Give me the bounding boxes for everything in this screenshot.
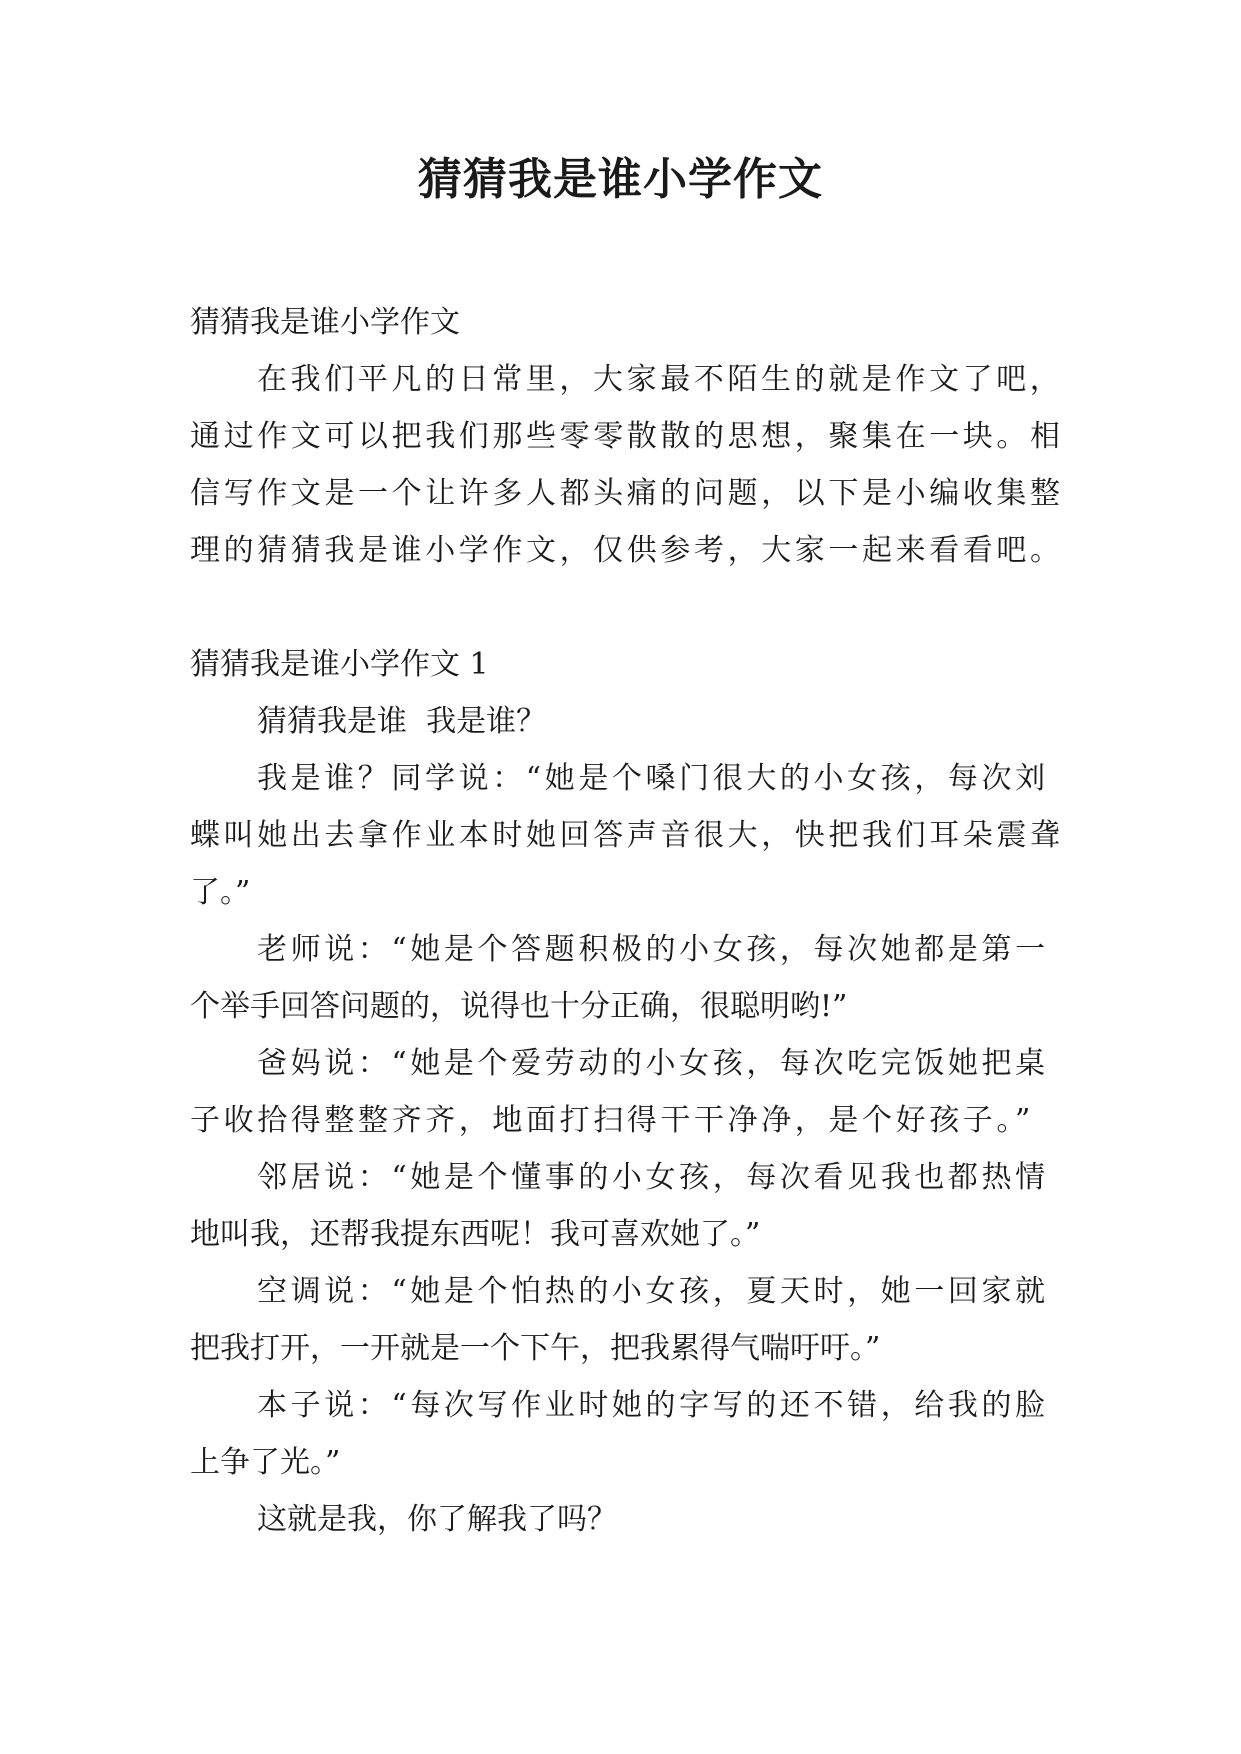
intro-heading: 猜猜我是谁小学作文: [190, 305, 460, 340]
essay1-line: 个举手回答问题的，说得也十分正确，很聪明哟!”: [190, 989, 848, 1024]
essay1-line: 蝶叫她出去拿作业本时她回答声音很大，快把我们耳朵震聋: [190, 818, 1064, 853]
paragraph-gap: [190, 579, 1080, 636]
document-body: [190, 294, 1080, 1548]
essay1-line: 邻居说：“她是个懂事的小女孩，每次看见我也都热情: [257, 1160, 1049, 1195]
essay1-line: 我是谁？同学说：“她是个嗓门很大的小女孩，每次刘: [257, 761, 1049, 796]
essay1-line: 地叫我，还帮我提东西呢！我可喜欢她了。”: [190, 1217, 761, 1252]
essay1-heading: 猜猜我是谁小学作文 1: [190, 647, 489, 682]
essay1-line: 爸妈说：“她是个爱劳动的小女孩，每次吃完饭她把桌: [257, 1046, 1049, 1081]
intro-line: 通过作文可以把我们那些零零散散的思想，聚集在一块。相: [190, 419, 1064, 454]
essay1-line: 猜猜我是谁 我是谁？: [257, 704, 547, 739]
document-title: 猜猜我是谁小学作文: [418, 154, 823, 205]
essay1-line: 这就是我，你了解我了吗？: [257, 1502, 617, 1537]
essay1-line: 把我打开，一开就是一个下午，把我累得气喘吁吁。”: [190, 1331, 881, 1366]
essay1-line: 老师说：“她是个答题积极的小女孩，每次她都是第一: [257, 932, 1049, 967]
essay1-line: 空调说：“她是个怕热的小女孩，夏天时，她一回家就: [257, 1274, 1049, 1309]
essay1-line: 上争了光。”: [190, 1445, 341, 1480]
essay1-line: 本子说：“每次写作业时她的字写的还不错，给我的脸: [257, 1388, 1049, 1423]
intro-line: 理的猜猜我是谁小学作文，仅供参考，大家一起来看看吧。: [190, 533, 1064, 568]
intro-line: 在我们平凡的日常里，大家最不陌生的就是作文了吧，: [257, 362, 1064, 397]
essay1-line: 了。”: [190, 875, 251, 910]
essay1-line: 子收拾得整整齐齐，地面打扫得干干净净，是个好孩子。”: [190, 1103, 1034, 1138]
intro-line: 信写作文是一个让许多人都头痛的问题，以下是小编收集整: [190, 476, 1064, 511]
